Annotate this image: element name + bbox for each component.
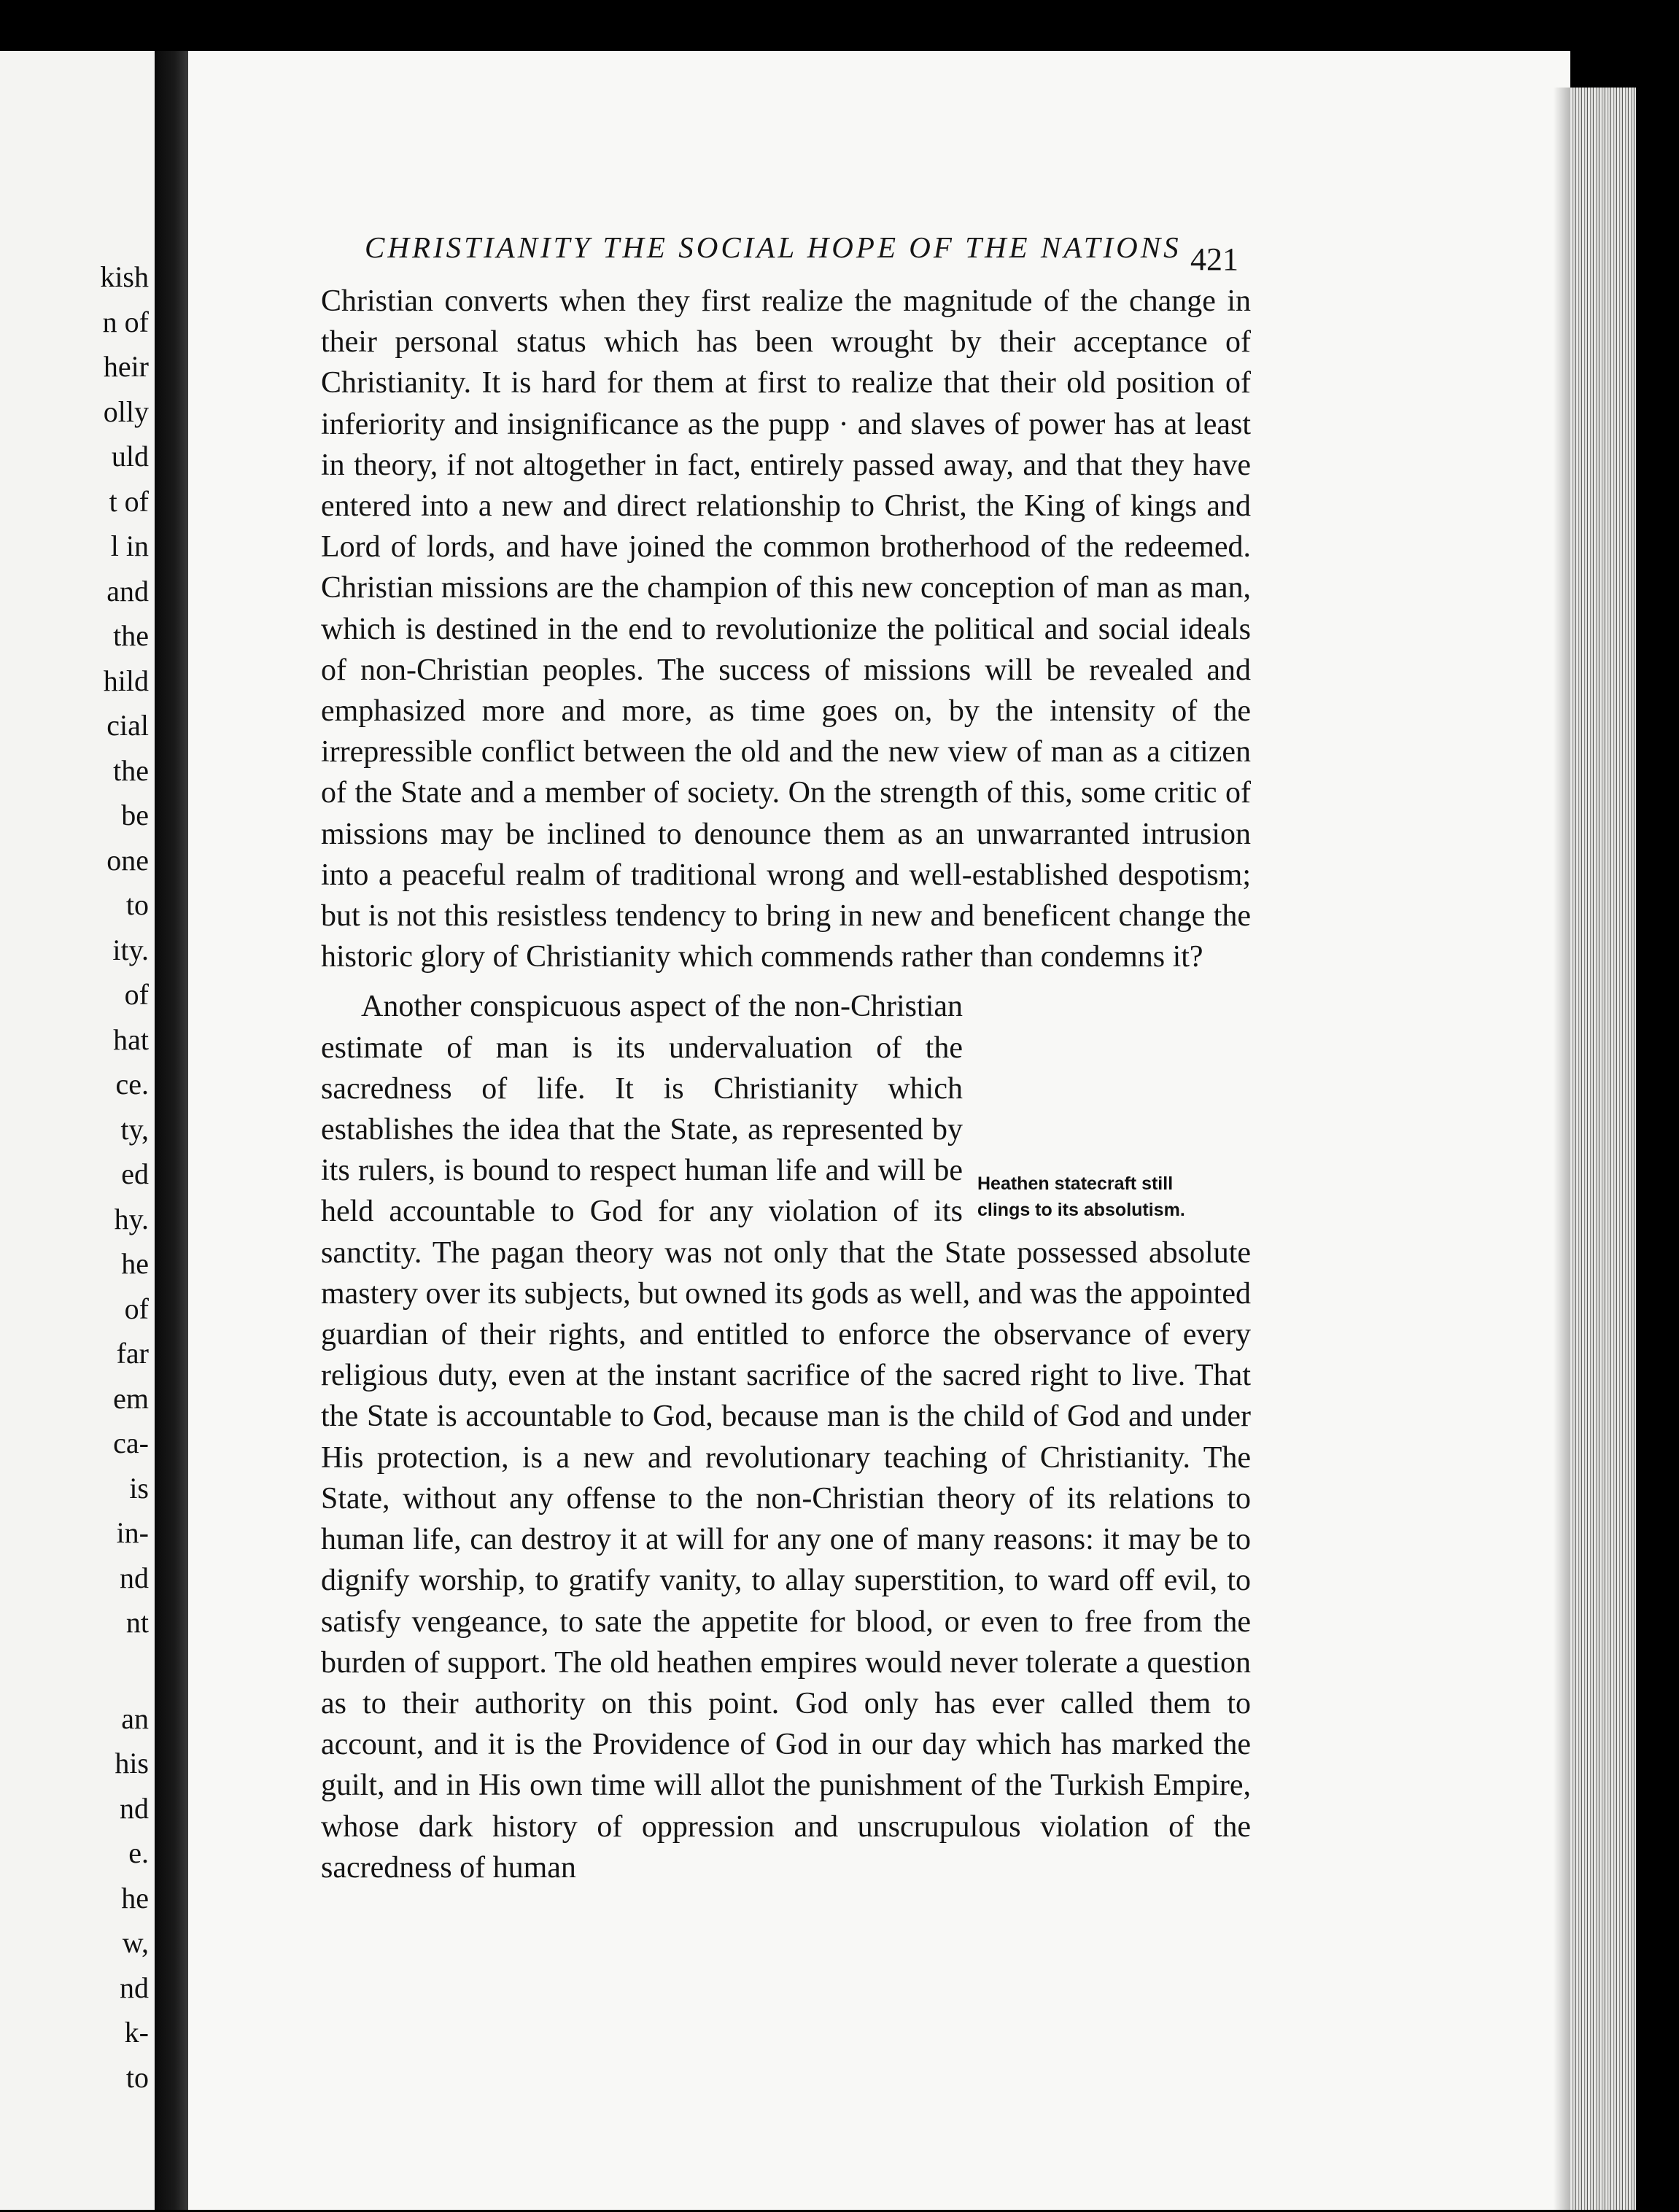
- facing-page-fragment: be: [121, 799, 149, 831]
- facing-page-fragment: olly: [103, 395, 149, 428]
- body-text: [321, 281, 1251, 1888]
- facing-page-fragment: l in: [110, 529, 149, 562]
- facing-page-fragment: he: [121, 1247, 149, 1280]
- page-number: 421: [1190, 241, 1238, 277]
- facing-page-fragment: and: [106, 574, 149, 608]
- facing-page-fragment: nd: [120, 1971, 149, 2004]
- facing-page-fragment: ty,: [120, 1112, 149, 1146]
- facing-page-fragment: cial: [106, 709, 149, 742]
- facing-page-fragment: heir: [103, 350, 149, 383]
- facing-page-fragment: he: [121, 1881, 149, 1914]
- facing-page-fragment: one: [106, 843, 149, 877]
- facing-page-fragment: uld: [111, 440, 149, 473]
- facing-page-fragment: to: [125, 2060, 149, 2094]
- facing-page-fragment: k-: [124, 2016, 149, 2049]
- facing-page-fragment: in-: [116, 1516, 149, 1549]
- facing-page-fragment: ed: [121, 1157, 149, 1190]
- facing-page-fragment: hat: [113, 1022, 149, 1056]
- facing-page-fragment: the: [113, 619, 149, 652]
- facing-page-fragment: of: [124, 978, 149, 1011]
- running-head: CHRISTIANITY THE SOCIAL HOPE OF THE NATIONS: [365, 230, 1182, 264]
- page-edges: [1570, 88, 1636, 2210]
- facing-page-fragment: n of: [102, 305, 149, 338]
- facing-page-fragment: his: [115, 1747, 149, 1780]
- facing-page-fragment: t of: [109, 484, 149, 518]
- facing-page: [0, 51, 155, 2210]
- marginal-note-line: clings to its absolutism.: [977, 1200, 1185, 1220]
- marginal-note: [977, 1171, 1251, 1223]
- facing-page-fragment: kish: [100, 260, 149, 293]
- paragraph-wrap: [321, 986, 1251, 1887]
- facing-page-fragment: is: [129, 1471, 149, 1505]
- book-gutter: [155, 51, 188, 2210]
- paragraph: Another conspicuous aspect of the non-Christian estimate of man is its undervaluation of the sacredness of life. It is Christianity which establishes the idea that the State, as represented by its rulers, is bound to respect human life and will be held accountable to God for any violation of its sanctity. The pagan theory was not only that the State possessed absolute mastery over its subjects, but owned its gods as well, and was the appointed guardian of their rights, and entitled to enforce the observance of every religious duty, even at the instant sacrifice of the sacred right to live. That the State is accountable to God, because man is the child of God and under His protection, is a new and revolutionary teaching of Christianity. The State, without any offense to the non-Christian theory of its relations to human life, can destroy it at will for any one of many reasons: it may be to dignify worship, to gratify vanity, to allay superstition, to ward off evil, to satisfy vengeance, to sate the appetite for blood, or even to free from the burden of support. The old heathen empires would never tolerate a question as to their authority on this point. God only has ever called them to account, and it is the Providence of God in our day which has marked the guilt, and in His own time will allot the punishment of the Turkish Empire, whose dark history of oppression and unscrupulous violation of the sacredness of human: [321, 990, 1251, 1885]
- facing-page-fragment: to: [125, 888, 149, 921]
- facing-page-fragment: ce.: [115, 1068, 149, 1101]
- facing-page-fragment: hy.: [114, 1202, 149, 1235]
- facing-page-fragment: nd: [120, 1561, 149, 1594]
- facing-page-fragment: nt: [125, 1606, 149, 1639]
- facing-page-fragment: the: [113, 753, 149, 787]
- facing-page-fragment: an: [121, 1701, 149, 1735]
- facing-page-fragment: hild: [103, 664, 149, 697]
- facing-page-fragment: ca-: [113, 1427, 149, 1459]
- facing-page-fragment: far: [116, 1337, 149, 1370]
- paragraph: Christian converts when they first realize the magnitude of the change in their personal status which has been wrought by their acceptance of Christianity. It is hard for them at first to realize that their old position of inferiority and insignificance as the pupp · and slaves of power has at least in theory, if not altogether in fact, entirely passed away, and that they have entered into a new and direct relationship to Christ, the King of kings and Lord of lords, and have joined the common brotherhood of the redeemed. Christian missions are the champion of this new conception of man as man, which is destined in the end to revolutionize the political and social ideals of non-Christian peoples. The success of missions will be revealed and emphasized more and more, as time goes on, by the intensity of the irrepressible conflict between the old and the new view of man as a citizen of the State and a member of society. On the strength of this, some critic of missions may be inclined to denounce them as an unwarranted intrusion into a peaceful realm of traditional wrong and well-established despotism; but is not this resistless tendency to bring in new and beneficent change the historic glory of Christianity which commends rather than condemns it?: [321, 284, 1251, 974]
- facing-page-fragment: ity.: [112, 933, 149, 966]
- marginal-note-line: Heathen statecraft still: [977, 1173, 1174, 1194]
- facing-page-fragment: e.: [128, 1836, 149, 1869]
- facing-page-fragment: em: [113, 1381, 149, 1415]
- facing-page-fragment: of: [124, 1292, 149, 1325]
- facing-page-fragment: nd: [120, 1791, 149, 1825]
- facing-page-fragment: w,: [122, 1926, 149, 1959]
